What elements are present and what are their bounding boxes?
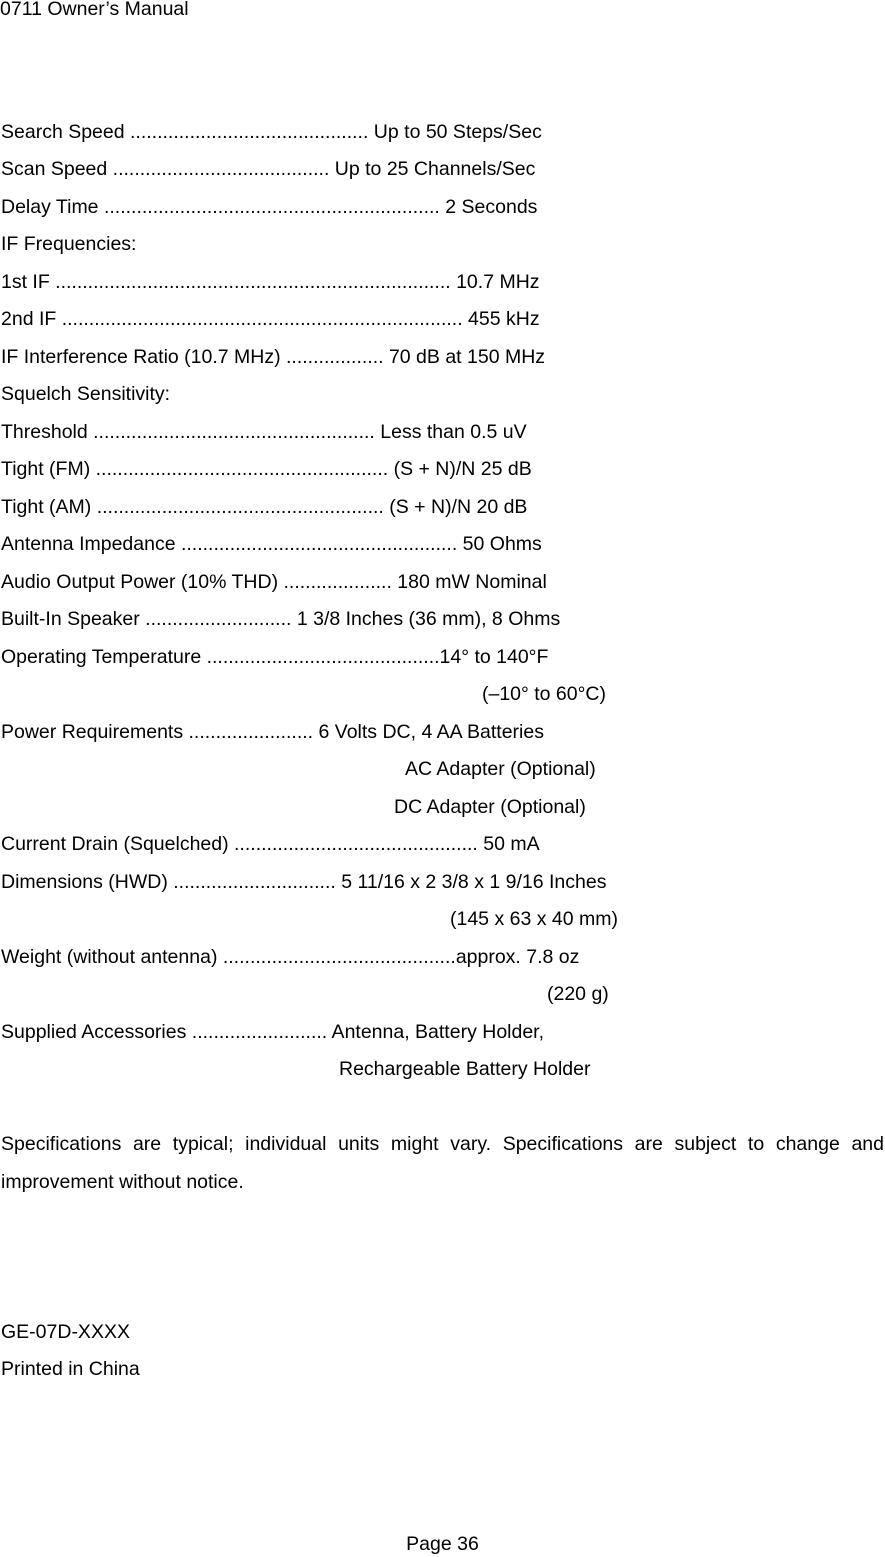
spec-dimensions-metric: (145 x 63 x 40 mm) <box>450 908 618 930</box>
spec-if-frequencies-heading: IF Frequencies: <box>1 233 137 255</box>
spec-delay-time: Delay Time .............................................................. 2 Seconds <box>1 196 538 218</box>
spec-if-interference: IF Interference Ratio (10.7 MHz) .................. 70 dB at 150 MHz <box>1 346 546 368</box>
spec-audio-output: Audio Output Power (10% THD) .................... 180 mW Nominal <box>1 571 547 593</box>
page-header-title: 0711 Owner’s Manual <box>0 0 189 20</box>
spec-tight-fm: Tight (FM) ...................................................... (S + N)/N 25 dB <box>1 458 532 480</box>
spec-squelch-heading: Squelch Sensitivity: <box>1 383 171 405</box>
spec-operating-temp-metric: (–10° to 60°C) <box>482 683 606 705</box>
spec-weight: Weight (without antenna) ...........................................approx. 7.8 oz <box>1 946 580 968</box>
spec-accessories-cont: Rechargeable Battery Holder <box>339 1058 591 1080</box>
spec-1st-if: 1st IF ......................................................................... 10.7 MHz <box>1 271 540 293</box>
spec-speaker: Built-In Speaker ........................... 1 3/8 Inches (36 mm), 8 Ohms <box>1 608 561 630</box>
spec-scan-speed: Scan Speed ........................................ Up to 25 Channels/Sec <box>1 158 536 180</box>
spec-operating-temp: Operating Temperature ...........................................14° to 140°F <box>1 646 549 668</box>
spec-2nd-if: 2nd IF .......................................................................... 455 kHz <box>1 308 540 330</box>
model-code: GE-07D-XXXX <box>1 1321 130 1343</box>
spec-tight-am: Tight (AM) ..................................................... (S + N)/N 20 dB <box>1 496 528 518</box>
page-number: Page 36 <box>406 1533 479 1555</box>
spec-accessories: Supplied Accessories ......................... Antenna, Battery Holder, <box>1 1021 545 1043</box>
spec-disclaimer: Specifications are typical; individual units might vary. Specifications are subject to change and improvement without notice. <box>1 1133 884 1193</box>
spec-power-ac-adapter: AC Adapter (Optional) <box>405 758 596 780</box>
spec-dimensions: Dimensions (HWD) .............................. 5 11/16 x 2 3/8 x 1 9/16 Inches <box>1 871 607 893</box>
spec-weight-metric: (220 g) <box>547 983 609 1005</box>
spec-power-requirements: Power Requirements ....................... 6 Volts DC, 4 AA Batteries <box>1 721 544 743</box>
spec-power-dc-adapter: DC Adapter (Optional) <box>394 796 586 818</box>
spec-threshold: Threshold .................................................... Less than 0.5 uV <box>1 421 527 443</box>
spec-current-drain: Current Drain (Squelched) ............................................. 50 mA <box>1 833 540 855</box>
spec-search-speed: Search Speed ............................................ Up to 50 Steps/Sec <box>1 121 542 143</box>
printed-origin: Printed in China <box>1 1358 140 1380</box>
spec-antenna-impedance: Antenna Impedance ................................................... 50 Ohms <box>1 533 542 555</box>
